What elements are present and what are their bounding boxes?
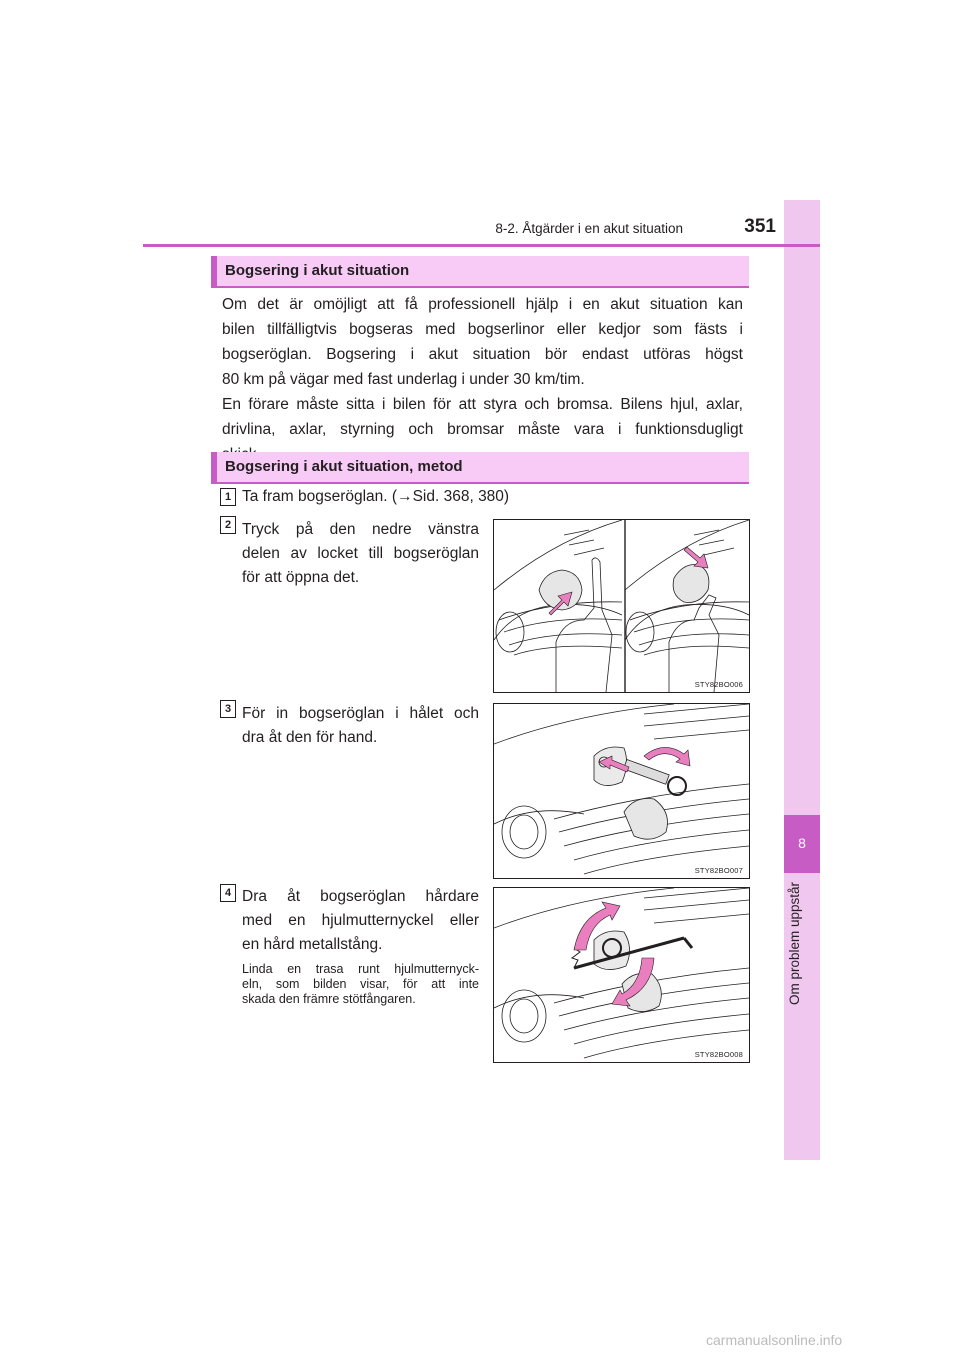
section-heading bbox=[211, 256, 749, 288]
step-number-badge: 4 bbox=[220, 884, 236, 902]
heading-title: Bogsering i akut situation bbox=[225, 262, 410, 279]
step-text bbox=[242, 518, 479, 590]
step-line: dra åt den för hand. bbox=[242, 729, 378, 746]
illustration-tighten-eyelet bbox=[494, 888, 749, 1062]
step-number-badge: 2 bbox=[220, 516, 236, 534]
step-line: en hård metallstång. bbox=[242, 936, 383, 953]
intro-line: 80 km på vägar med fast underlag i under 30 km/tim. bbox=[222, 371, 585, 388]
step-line: Dra åt bogseröglan hårdare bbox=[242, 888, 479, 905]
chapter-title: Om problem uppstår bbox=[787, 882, 802, 1006]
figure-open-cover bbox=[493, 519, 750, 693]
intro-line: bogseröglan. Bogsering i akut situation bör endast utföras högst bbox=[222, 346, 743, 363]
note-line: Linda en trasa runt hjulmutternyck- bbox=[242, 962, 479, 976]
step-line: För in bogseröglan i hålet och bbox=[242, 705, 479, 722]
illustration-open-cover bbox=[494, 520, 749, 692]
chapter-number-box bbox=[784, 815, 820, 873]
page-number: 351 bbox=[744, 216, 776, 237]
intro-line: Om det är omöjligt att få professionell hjälp i en akut situation kan bbox=[222, 296, 743, 313]
footer-watermark: carmanualsonline.info bbox=[706, 1332, 843, 1348]
chapter-number: 8 bbox=[798, 835, 806, 851]
figure-code: STY82BO008 bbox=[694, 1050, 743, 1059]
illustration-insert-eyelet bbox=[494, 704, 749, 878]
step-text bbox=[242, 885, 479, 957]
heading-accent bbox=[211, 452, 217, 484]
step-line: Tryck på den nedre vänstra bbox=[242, 521, 479, 538]
step-text bbox=[242, 702, 479, 750]
figure-code: STY82BO006 bbox=[694, 680, 743, 689]
intro-line: bilen tillfälligtvis bogseras med bogserlinor eller kedjor som fästs i bbox=[222, 321, 743, 338]
step-number-badge: 3 bbox=[220, 700, 236, 718]
intro-line: En förare måste sitta i bilen för att styra och bromsa. Bilens hjul, axlar, bbox=[222, 396, 743, 413]
section-label: 8-2. Åtgärder i en akut situation bbox=[495, 221, 683, 236]
figure-tighten-eyelet bbox=[493, 887, 750, 1063]
step-line: delen av locket till bogseröglan bbox=[242, 545, 479, 562]
intro-paragraph bbox=[222, 292, 743, 467]
step-line: med en hjulmutternyckel eller bbox=[242, 912, 479, 929]
step-line: för att öppna det. bbox=[242, 569, 360, 586]
heading-accent bbox=[211, 256, 217, 288]
note-line: eln, som bilden visar, för att inte bbox=[242, 977, 479, 991]
note-line: skada den främre stötfångaren. bbox=[242, 992, 416, 1006]
section-heading bbox=[211, 452, 749, 484]
figure-code: STY82BO007 bbox=[694, 866, 743, 875]
figure-insert-eyelet bbox=[493, 703, 750, 879]
step-note bbox=[242, 962, 479, 1007]
step-number-badge: 1 bbox=[220, 488, 236, 506]
step-text: Ta fram bogseröglan. (→Sid. 368, 380) bbox=[242, 488, 510, 505]
heading-title: Bogsering i akut situation, metod bbox=[225, 458, 463, 475]
intro-line: drivlina, axlar, styrning och bromsar måste vara i funktionsdugligt bbox=[222, 421, 743, 438]
header-divider bbox=[143, 244, 820, 247]
